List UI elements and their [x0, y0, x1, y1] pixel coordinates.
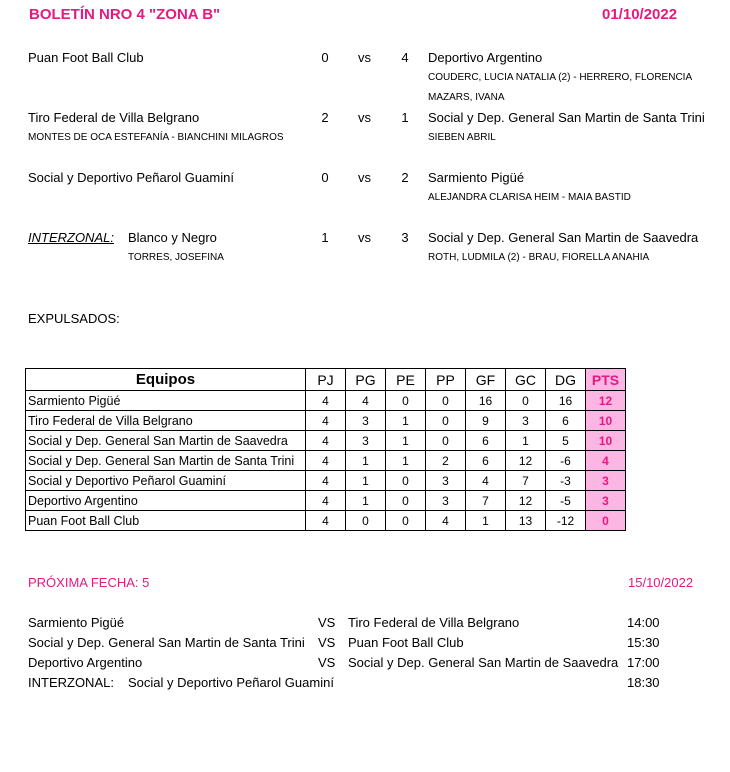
cell-pg: 1 — [346, 451, 386, 471]
cell-gf: 9 — [466, 411, 506, 431]
cell-pts: 3 — [586, 471, 626, 491]
away-scorers: SIEBEN ABRIL — [428, 132, 496, 143]
cell-pts: 4 — [586, 451, 626, 471]
expulsados-label: EXPULSADOS: — [28, 311, 120, 326]
cell-pe: 1 — [386, 411, 426, 431]
cell-pts: 12 — [586, 391, 626, 411]
table-row — [26, 411, 626, 431]
vs-label: vs — [358, 110, 371, 125]
cell-pe: 0 — [386, 511, 426, 531]
header-equipos: Equipos — [26, 369, 306, 391]
cell-pg: 1 — [346, 471, 386, 491]
table-row — [26, 471, 626, 491]
fixture-home: Sarmiento Pigüé — [28, 615, 125, 630]
home-scorers: TORRES, JOSEFINA — [128, 252, 224, 263]
table-row — [26, 491, 626, 511]
vs-label: VS — [318, 635, 336, 650]
bulletin-date: 01/10/2022 — [602, 6, 678, 23]
cell-dg: 16 — [546, 391, 586, 411]
away-scorers: ALEJANDRA CLARISA HEIM - MAIA BASTID — [428, 192, 631, 203]
cell-gf: 4 — [466, 471, 506, 491]
team-name: Social y Dep. General San Martin de Saavedra — [26, 431, 306, 451]
next-round-date: 15/10/2022 — [628, 575, 694, 590]
table-header-row — [26, 369, 626, 391]
away-team: Social y Dep. General San Martin de Santa Trini — [428, 110, 705, 125]
cell-pg: 3 — [346, 411, 386, 431]
away-team: Sarmiento Pigüé — [428, 170, 525, 185]
cell-pp: 0 — [426, 391, 466, 411]
cell-pj: 4 — [306, 411, 346, 431]
cell-pp: 4 — [426, 511, 466, 531]
cell-gf: 7 — [466, 491, 506, 511]
cell-gf: 6 — [466, 451, 506, 471]
cell-gc: 7 — [506, 471, 546, 491]
fixture-away: Social y Dep. General San Martin de Saavedra — [348, 655, 619, 670]
next-round-label: PRÓXIMA FECHA: 5 — [28, 575, 150, 590]
team-name: Social y Dep. General San Martin de Santa Trini — [26, 451, 306, 471]
cell-pe: 1 — [386, 451, 426, 471]
header-gc: GC — [506, 369, 546, 391]
vs-label: vs — [358, 230, 371, 245]
cell-gc: 1 — [506, 431, 546, 451]
team-name: Deportivo Argentino — [26, 491, 306, 511]
home-team: Social y Deportivo Peñarol Guaminí — [28, 170, 234, 185]
away-scorers: MAZARS, IVANA — [428, 92, 505, 103]
away-scorers: COUDERC, LUCIA NATALIA (2) - HERRERO, FLORENCIA — [428, 72, 693, 83]
team-name: Puan Foot Ball Club — [26, 511, 306, 531]
cell-gf: 16 — [466, 391, 506, 411]
cell-pts: 3 — [586, 491, 626, 511]
home-goals: 0 — [321, 50, 329, 65]
cell-pp: 0 — [426, 411, 466, 431]
header-gf: GF — [466, 369, 506, 391]
cell-gf: 6 — [466, 431, 506, 451]
cell-pe: 0 — [386, 471, 426, 491]
vs-label: vs — [358, 50, 371, 65]
away-goals: 4 — [401, 50, 409, 65]
fixture-time: 17:00 — [627, 655, 660, 670]
cell-gc: 13 — [506, 511, 546, 531]
table-row — [26, 511, 626, 531]
cell-pg: 4 — [346, 391, 386, 411]
fixture-home: Social y Deportivo Peñarol Guaminí — [128, 675, 334, 690]
cell-gc: 3 — [506, 411, 546, 431]
cell-pj: 4 — [306, 491, 346, 511]
home-team: Puan Foot Ball Club — [28, 50, 144, 65]
interzonal-label: INTERZONAL: — [28, 675, 114, 690]
cell-pts: 10 — [586, 431, 626, 451]
header-pj: PJ — [306, 369, 346, 391]
cell-gc: 0 — [506, 391, 546, 411]
away-team: Deportivo Argentino — [428, 50, 543, 65]
cell-pg: 1 — [346, 491, 386, 511]
home-scorers: MONTES DE OCA ESTEFANÍA - BIANCHINI MILAGROS — [28, 132, 284, 143]
cell-pj: 4 — [306, 511, 346, 531]
fixture-time: 15:30 — [627, 635, 660, 650]
cell-pj: 4 — [306, 471, 346, 491]
home-team: Tiro Federal de Villa Belgrano — [28, 110, 200, 125]
fixture-away: Puan Foot Ball Club — [348, 635, 464, 650]
fixture-home: Social y Dep. General San Martin de Santa Trini — [28, 635, 305, 650]
table-row — [26, 431, 626, 451]
cell-pp: 2 — [426, 451, 466, 471]
cell-pj: 4 — [306, 431, 346, 451]
home-goals: 2 — [321, 110, 329, 125]
away-goals: 2 — [401, 170, 409, 185]
fixture-time: 14:00 — [627, 615, 660, 630]
away-goals: 1 — [401, 110, 409, 125]
cell-pj: 4 — [306, 391, 346, 411]
standings-table — [25, 368, 626, 531]
team-name: Tiro Federal de Villa Belgrano — [26, 411, 306, 431]
cell-dg: 5 — [546, 431, 586, 451]
table-row — [26, 391, 626, 411]
interzonal-label: INTERZONAL: — [28, 230, 114, 245]
cell-pe: 0 — [386, 391, 426, 411]
cell-pg: 0 — [346, 511, 386, 531]
cell-pe: 1 — [386, 431, 426, 451]
cell-dg: -3 — [546, 471, 586, 491]
team-name: Sarmiento Pigüé — [26, 391, 306, 411]
fixture-away: Tiro Federal de Villa Belgrano — [348, 615, 520, 630]
cell-dg: 6 — [546, 411, 586, 431]
cell-pts: 10 — [586, 411, 626, 431]
header-pe: PE — [386, 369, 426, 391]
cell-gf: 1 — [466, 511, 506, 531]
away-goals: 3 — [401, 230, 409, 245]
cell-pp: 3 — [426, 491, 466, 511]
cell-dg: -12 — [546, 511, 586, 531]
fixture-home: Deportivo Argentino — [28, 655, 143, 670]
cell-pg: 3 — [346, 431, 386, 451]
table-row — [26, 451, 626, 471]
vs-label: VS — [318, 615, 336, 630]
cell-pe: 0 — [386, 491, 426, 511]
header-pg: PG — [346, 369, 386, 391]
cell-dg: -6 — [546, 451, 586, 471]
header-pts: PTS — [586, 369, 626, 391]
cell-pp: 3 — [426, 471, 466, 491]
away-scorers: ROTH, LUDMILA (2) - BRAU, FIORELLA ANAHIA — [428, 252, 650, 263]
team-name: Social y Deportivo Peñarol Guaminí — [26, 471, 306, 491]
header-dg: DG — [546, 369, 586, 391]
vs-label: vs — [358, 170, 371, 185]
cell-gc: 12 — [506, 451, 546, 471]
cell-gc: 12 — [506, 491, 546, 511]
vs-label: VS — [318, 655, 336, 670]
home-goals: 1 — [321, 230, 329, 245]
home-team: Blanco y Negro — [128, 230, 217, 245]
cell-pp: 0 — [426, 431, 466, 451]
header-pp: PP — [426, 369, 466, 391]
home-goals: 0 — [321, 170, 329, 185]
away-team: Social y Dep. General San Martin de Saavedra — [428, 230, 699, 245]
cell-pts: 0 — [586, 511, 626, 531]
fixture-time: 18:30 — [627, 675, 660, 690]
bulletin-title: BOLETÍN NRO 4 "ZONA B" — [29, 6, 221, 23]
cell-pj: 4 — [306, 451, 346, 471]
cell-dg: -5 — [546, 491, 586, 511]
